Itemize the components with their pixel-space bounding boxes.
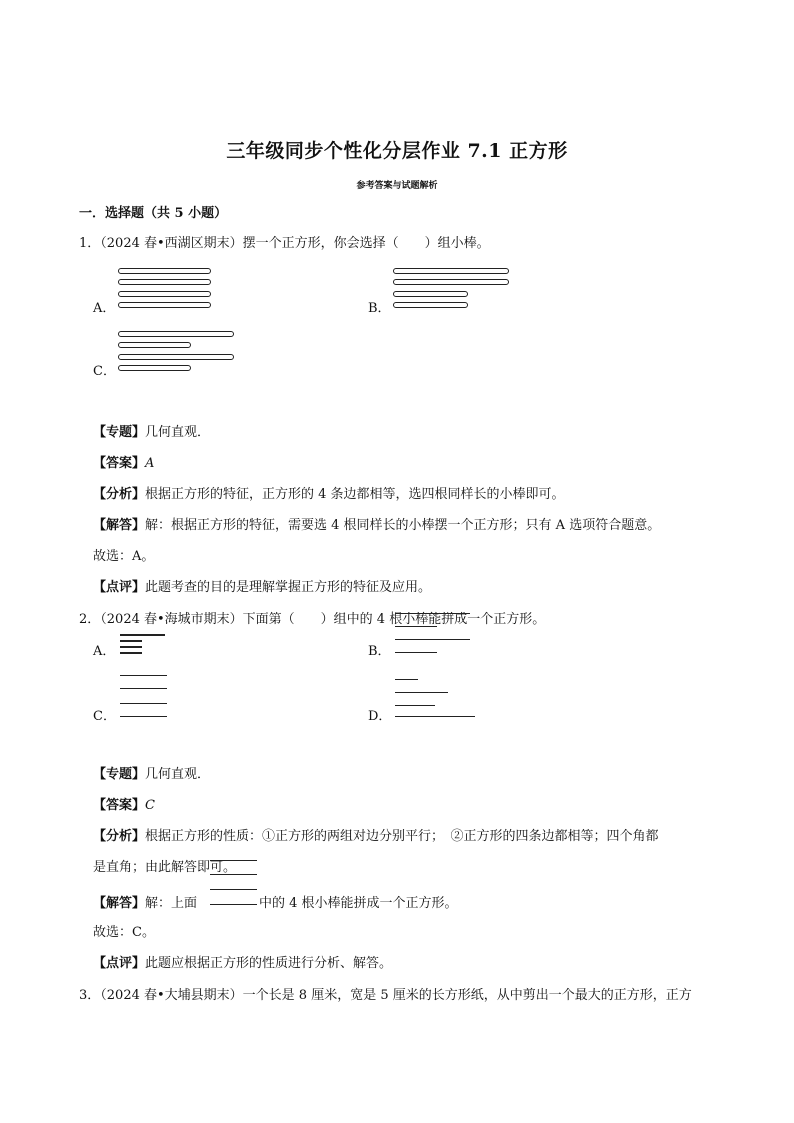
- comment-tag: 【点评】: [93, 580, 146, 595]
- stick: [118, 342, 191, 348]
- stick: [118, 291, 211, 297]
- stick: [395, 652, 437, 653]
- stick: [393, 279, 509, 285]
- q2-option-b-label: B．: [368, 644, 391, 659]
- stick: [120, 652, 142, 654]
- topic-tag: 【专题】: [93, 425, 146, 440]
- solution-text: 解：根据正方形的特征，需要选 4 根同样长的小棒摆一个正方形；只有 A 选项符合题意。: [145, 518, 661, 533]
- solution-tag: 【解答】: [93, 518, 146, 533]
- stick: [395, 613, 470, 614]
- stick: [118, 354, 234, 360]
- stick: [120, 646, 142, 648]
- q2-stem: 2．（2024 春•海城市期末）下面第（ ）组中的 4 根小棒能拼成一个正方形。: [79, 612, 546, 627]
- q1-answer: [93, 456, 154, 472]
- q1-choose: 故选：A。: [93, 549, 155, 564]
- q3-stem: 3．（2024 春•大埔县期末）一个长是 8 厘米，宽是 5 厘米的长方形纸，从中剪出一个最大的正方形，正方: [79, 988, 692, 1003]
- stick: [395, 716, 475, 717]
- solution-tag: 【解答】: [93, 896, 146, 911]
- stick: [393, 302, 468, 308]
- answer-text: A: [145, 456, 155, 471]
- q1-option-b-label: B．: [368, 301, 391, 316]
- stick: [120, 688, 167, 689]
- analysis-text: 根据正方形的特征，正方形的 4 条边都相等，选四根同样长的小棒即可。: [145, 487, 565, 502]
- q2-answer: [93, 798, 155, 814]
- stick: [210, 889, 257, 890]
- stick: [395, 626, 437, 627]
- stick: [118, 302, 211, 308]
- q1-analysis: [93, 487, 565, 503]
- q2-option-c-label: C．: [93, 709, 116, 724]
- stick: [120, 640, 142, 642]
- stick: [210, 874, 257, 875]
- solution-text-pre: 解：上面: [145, 896, 198, 911]
- document-subtitle: 参考答案与试题解析: [356, 181, 438, 191]
- stick: [393, 291, 468, 297]
- stick: [120, 634, 165, 636]
- topic-tag: 【专题】: [93, 767, 146, 782]
- q2-option-d-label: D．: [368, 709, 392, 724]
- q2-analysis-line1: [93, 829, 659, 845]
- answer-tag: 【答案】: [93, 456, 146, 471]
- document-title: 三年级同步个性化分层作业 7.1 正方形: [226, 140, 568, 162]
- stick: [395, 705, 435, 706]
- stick: [120, 716, 167, 717]
- comment-text: 此题考查的目的是理解掌握正方形的特征及应用。: [145, 580, 432, 595]
- stick: [120, 703, 167, 704]
- answer-tag: 【答案】: [93, 798, 146, 813]
- q2-solution-rest: 中的 4 根小棒能拼成一个正方形。: [259, 896, 458, 911]
- topic-text: 几何直观．: [145, 425, 211, 440]
- q2-comment: [93, 956, 392, 972]
- stick: [395, 639, 470, 640]
- stick: [210, 860, 257, 861]
- q2-topic: [93, 767, 210, 783]
- q1-topic: [93, 425, 210, 441]
- q1-solution: [93, 518, 660, 534]
- stick: [210, 904, 257, 905]
- q2-choose: 故选：C。: [93, 925, 155, 940]
- stick: [395, 692, 448, 693]
- comment-tag: 【点评】: [93, 956, 146, 971]
- analysis-tag: 【分析】: [93, 487, 146, 502]
- section-heading: 一．选择题（共 5 小题）: [79, 206, 228, 221]
- q1-comment: [93, 580, 431, 596]
- stick: [120, 675, 167, 676]
- q1-option-a-label: A．: [93, 301, 116, 316]
- stick: [393, 268, 509, 274]
- comment-text: 此题应根据正方形的性质进行分析、解答。: [145, 956, 393, 971]
- stick: [118, 268, 211, 274]
- stick: [118, 331, 234, 337]
- q1-stem: 1．（2024 春•西湖区期末）摆一个正方形，你会选择（ ）组小棒。: [79, 236, 490, 251]
- analysis-text: 根据正方形的性质：①正方形的两组对边分别平行； ②正方形的四条边都相等；四个角都: [145, 829, 659, 844]
- q2-solution: [93, 896, 197, 912]
- q2-option-a-label: A．: [93, 644, 116, 659]
- analysis-tag: 【分析】: [93, 829, 146, 844]
- answer-text: C: [145, 798, 155, 813]
- stick: [118, 279, 211, 285]
- stick: [118, 365, 191, 371]
- topic-text: 几何直观．: [145, 767, 211, 782]
- q2-analysis-line2: 是直角；由此解答即可。: [93, 860, 237, 875]
- stick: [395, 679, 418, 680]
- q1-option-c-label: C．: [93, 364, 116, 379]
